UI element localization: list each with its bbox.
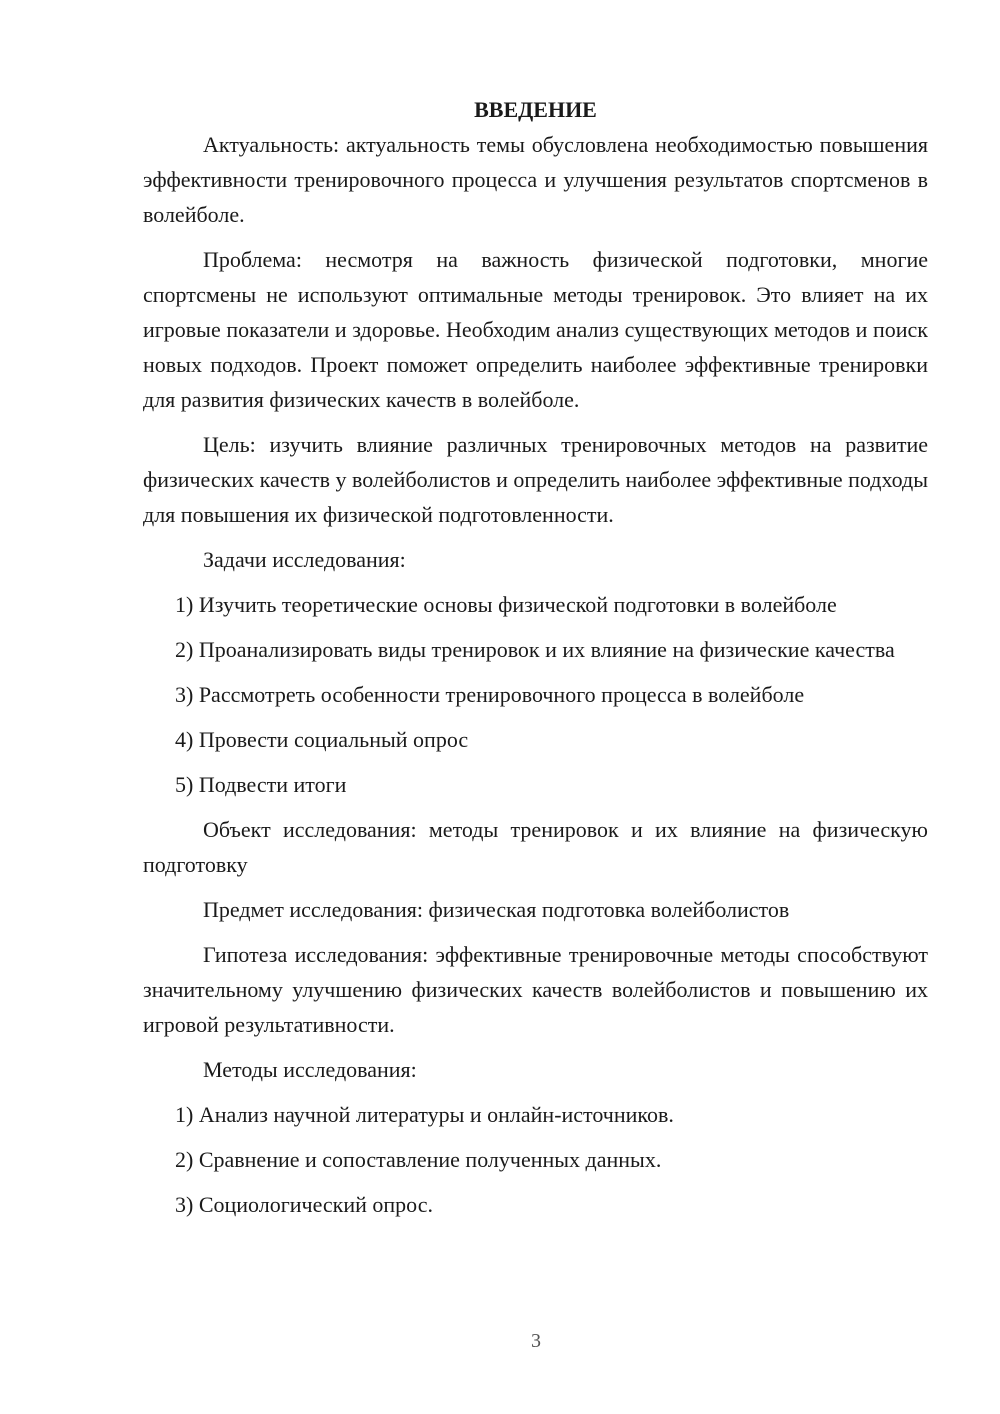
subject-paragraph: Предмет исследования: физическая подготовка волейболистов — [203, 897, 790, 922]
task-item: 3) Рассмотреть особенности тренировочного процесса в волейболе — [175, 682, 805, 707]
task-item: 4) Провести социальный опрос — [175, 727, 469, 752]
object-paragraph: Объект исследования: методы тренировок и их влияние на физическую подготовку — [143, 817, 928, 877]
task-item: 2) Проанализировать виды тренировок и их влияние на физические качества — [175, 637, 895, 662]
tasks-heading: Задачи исследования: — [203, 547, 406, 572]
methods-heading: Методы исследования: — [203, 1057, 417, 1082]
relevance-paragraph: Актуальность: актуальность темы обусловлена необходимостью повышения эффективности тренировочного процесса и улучшения результатов спортсменов в волейболе. — [143, 132, 928, 227]
page-number: 3 — [531, 1330, 541, 1352]
document-page — [143, 92, 928, 1232]
hypothesis-paragraph: Гипотеза исследования: эффективные тренировочные методы способствуют значительному улучшению физических качеств волейболистов и повышению их игровой результативности. — [143, 942, 928, 1037]
page-title: ВВЕДЕНИЕ — [474, 97, 597, 122]
task-item: 5) Подвести итоги — [175, 772, 347, 797]
method-item: 2) Сравнение и сопоставление полученных данных. — [175, 1147, 662, 1172]
method-item: 1) Анализ научной литературы и онлайн-источников. — [175, 1102, 674, 1127]
method-item: 3) Социологический опрос. — [175, 1192, 433, 1217]
problem-paragraph: Проблема: несмотря на важность физической подготовки, многие спортсмены не используют оптимальные методы тренировок. Это влияет на их игровые показатели и здоровье. Необходим анализ существующих методов и поиск новых подходов. Проект поможет определить наиболее эффективные тренировки для развития физических качеств в волейболе. — [143, 247, 928, 412]
goal-paragraph: Цель: изучить влияние различных тренировочных методов на развитие физических качеств у волейболистов и определить наиболее эффективные подходы для повышения их физической подготовленности. — [143, 432, 928, 527]
task-item: 1) Изучить теоретические основы физической подготовки в волейболе — [175, 592, 837, 617]
